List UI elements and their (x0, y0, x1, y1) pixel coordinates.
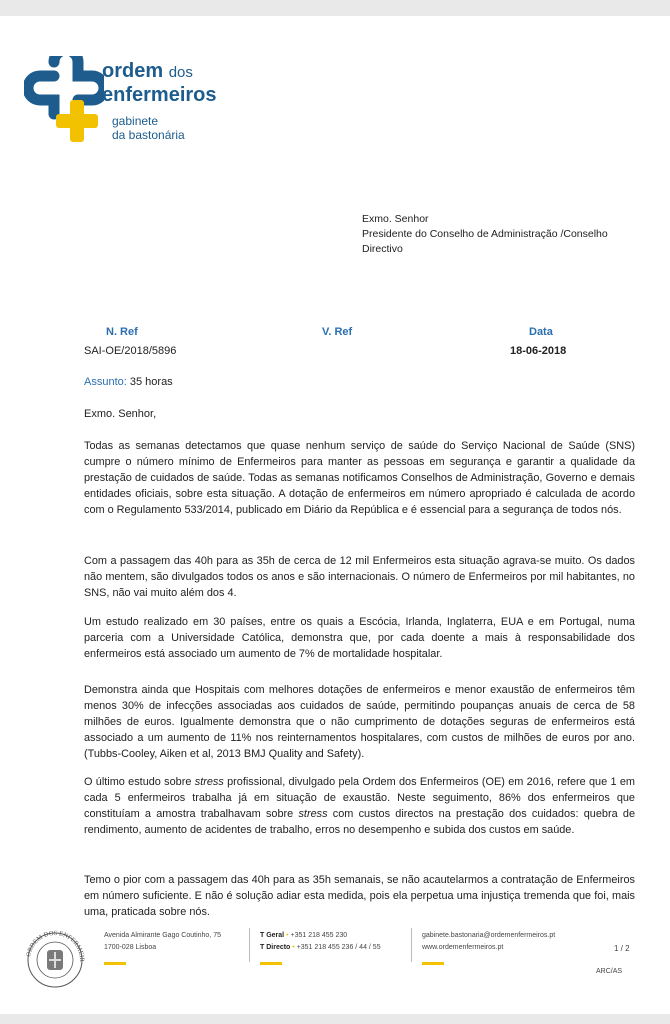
paragraph-6: Temo o pior com a passagem das 40h para as 35h semanais, se não acautelarmos a contratação de Enfermeiros em número suficiente. E não é solução adiar esta medida, pois ela perpetua uma injustiça tremenda que foi, mais uma, praticada sobre nós. (84, 874, 635, 918)
t-directo-label: T Directo (260, 944, 291, 951)
t-geral-value: +351 218 455 230 (290, 932, 348, 939)
v-ref-label: V. Ref (322, 326, 353, 338)
logo-name-ordem: ordem (102, 60, 164, 82)
addressee-title: Presidente do Conselho de Administração /Conselho (362, 228, 608, 240)
p5-part-e: com custos directos na prestação dos cuidados: quebra de rendimento, aumento de acidentes de trabalho, erros no desempenho e subida dos custos em saúde. (84, 807, 636, 836)
footer-divider-1 (249, 928, 250, 962)
data-value: 18-06-2018 (510, 345, 567, 357)
footer-email[interactable]: gabinete.bastonaria@ordemenfermeiros.pt (422, 932, 556, 939)
greeting: Exmo. Senhor, (84, 408, 157, 420)
subject-label: Assunto: (84, 376, 127, 388)
logo-sub-line2: da bastonária (112, 128, 185, 142)
seal-icon (20, 924, 90, 988)
paragraph-4: Demonstra ainda que Hospitais com melhores dotações de enfermeiros e menor exaustão de enfermeiros têm menos 30% de infecções associadas aos cuidados de saúde, permitindo poupanças anuais de cerca de 58 milhões de euros. Igualmente demonstra que o não cumprimento de dotações seguras de enfermeiros está associado a um aumento de 11% nos reinternamentos hospitalares, com custos de milhões de euros por ano. (Tubbs-Cooley, Aiken et al, 2013 BMJ Quality and Safety). (84, 684, 635, 760)
p5-part-c: profissional, divulgado pela Ordem dos Enfermeiros (OE) em 2016, refere que 1 em cada 5 enfermeiros trabalha já em situação de exaustão. Neste seguimento, 86% dos enfermeiros que constituíam a amostra trabalhavam sobre (84, 776, 635, 820)
footer-divider-2 (411, 928, 412, 962)
paragraph-2: Com a passagem das 40h para as 35h de cerca de 12 mil Enfermeiros esta situação agrava-se muito. Os dados não mentem, são divulgados todos os anos e são internacionais. O número de Enfermeiros por mil habitantes, no SNS, não vai muito além dos 4. (84, 555, 635, 599)
p5-part-a: O último estudo sobre (84, 776, 195, 788)
top-bar (0, 0, 670, 16)
footer-website[interactable]: www.ordemenfermeiros.pt (422, 944, 504, 951)
footer-phones (260, 930, 381, 954)
page-number: 1 / 2 (614, 944, 630, 953)
footer-address-line1: Avenida Almirante Gago Coutinho, 75 (104, 932, 222, 939)
footer-address-line2: 1700-028 Lisboa (104, 944, 157, 951)
subject-value: 35 horas (129, 376, 173, 388)
t-directo-value: +351 218 455 236 / 44 / 55 (296, 944, 381, 951)
paragraph-3: Um estudo realizado em 30 países, entre os quais a Escócia, Irlanda, Inglaterra, EUA e em Portugal, numa parceria com a Universidade Católica, demonstra que, por cada doente a mais à responsabilidade dos enfermeiros está associado um aumento de 7% de mortalidade hospitalar. (84, 616, 635, 660)
addressee-salutation: Exmo. Senhor (362, 213, 429, 225)
logo-subtitle (112, 114, 185, 142)
logo-cross-icon (24, 56, 104, 146)
subject-line (84, 376, 173, 388)
t-geral-label: T Geral (260, 932, 285, 939)
footer-accent-1 (104, 962, 126, 965)
data-label: Data (529, 326, 553, 338)
p5-stress-1: stress (194, 776, 224, 788)
addressee-title-cont: Directivo (362, 243, 403, 255)
footer-accent-3 (422, 962, 444, 965)
footer-address (104, 930, 221, 954)
ordem-enfermeiros-logo (24, 56, 244, 146)
footer-phone-directo: T Directo • +351 218 455 236 / 44 / 55 (260, 944, 381, 951)
ordem-seal-logo (20, 924, 90, 988)
footer-contacts (422, 930, 555, 954)
p5-stress-2: stress (298, 807, 328, 820)
author-initials: ARC/AS (596, 968, 623, 975)
seal-text: ORDEM DOS ENFERMEIR (25, 929, 86, 962)
n-ref-label: N. Ref (106, 326, 138, 338)
logo-sub-line1: gabinete (112, 114, 159, 128)
logo-name-enfermeiros: enfermeiros (102, 84, 217, 106)
n-ref-value: SAI-OE/2018/5896 (84, 345, 177, 357)
logo-name-dos: dos (168, 64, 193, 81)
addressee-block (362, 212, 642, 257)
bottom-bar (0, 1014, 670, 1024)
paragraph-1: Todas as semanas detectamos que quase nenhum serviço de saúde do Serviço Nacional de Saúde (SNS) cumpre o número mínimo de Enfermeiros para manter as pessoas em segurança e garantir a qualidade da prestação de cuidados de saúde. Todas as semanas notificamos Conselhos de Administração, Governo e demais entidades oficiais, sobre esta situação. A dotação de enfermeiros em número apropriado é calculada de acordo com o Regulamento 533/2014, publicado em Diário da República e é essencial para a segurança de todos nós. (84, 440, 635, 516)
footer-phone-geral: T Geral • +351 218 455 230 (260, 932, 348, 939)
footer-accent-2 (260, 962, 282, 965)
paragraph-5 (84, 775, 635, 839)
logo-name (102, 60, 217, 106)
